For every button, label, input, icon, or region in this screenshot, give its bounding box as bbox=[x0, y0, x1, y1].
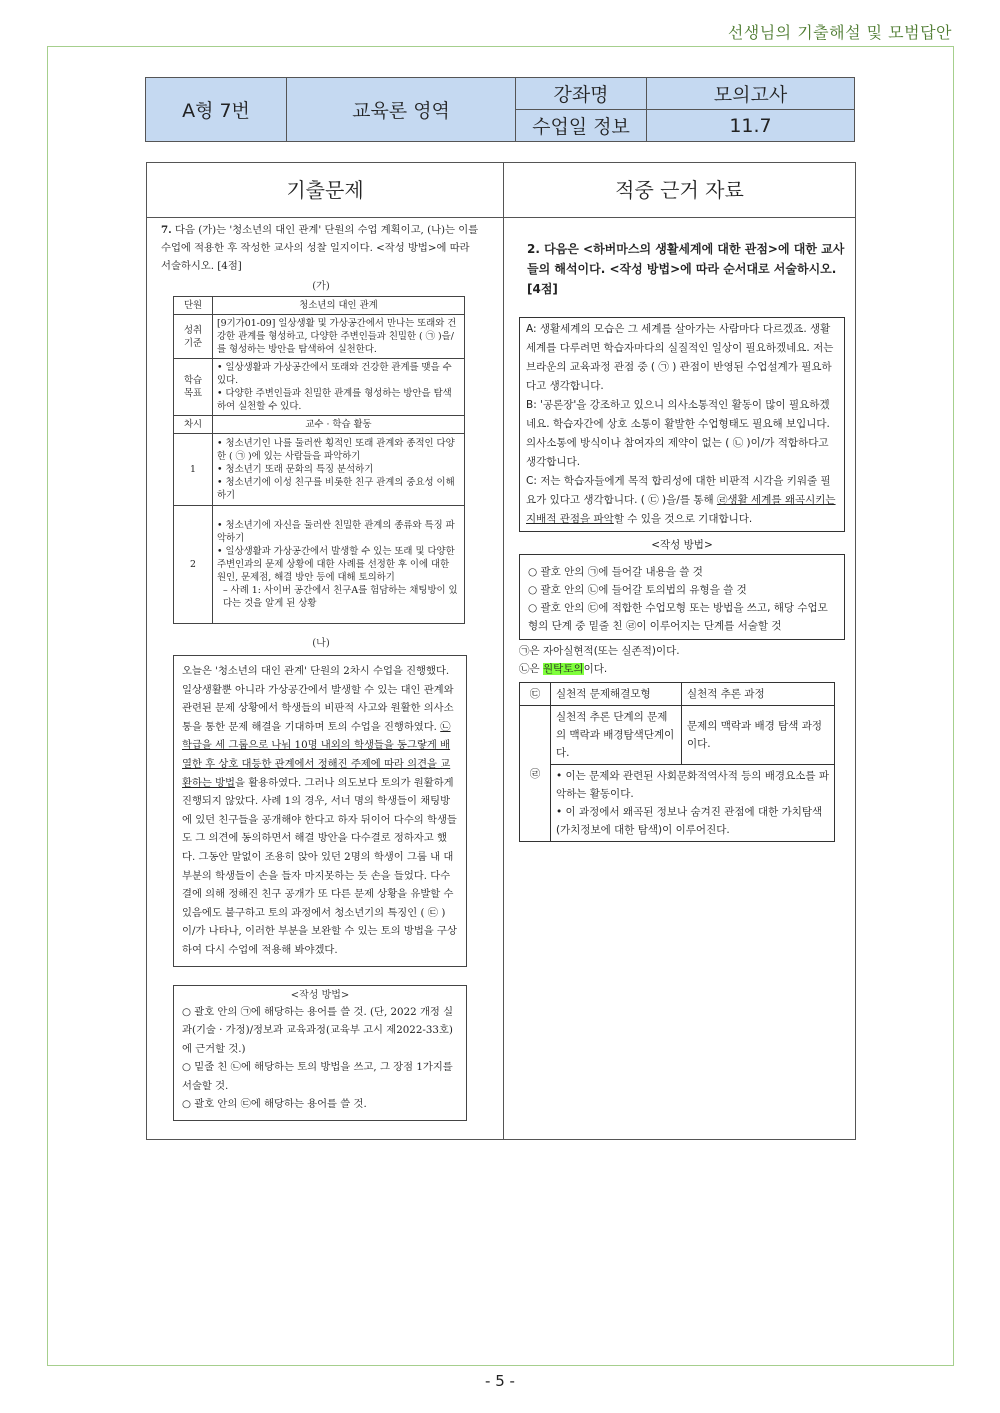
answer-bullet: • 이는 문제와 관련된 사회문화적역사적 등의 배경요소를 파악하는 활동이다. bbox=[556, 770, 829, 800]
label-na: (나) bbox=[312, 638, 330, 649]
info-table bbox=[145, 77, 855, 142]
lecture-label: 강좌명 bbox=[516, 78, 647, 110]
activity-item: • 일상생활과 가상공간에서 발생할 수 있는 또래 및 다양한 주변인과의 문제 상황에 대한 사례를 선정한 후 이에 대한 원인, 문제점, 해결 방안 등에 대해 토의하기 bbox=[217, 546, 455, 583]
method-item: ○ 괄호 안의 ㉡에 들어갈 토의법의 유형을 쓸 것 bbox=[528, 584, 747, 596]
exam-question bbox=[161, 221, 481, 1121]
reference-material bbox=[519, 239, 845, 842]
lesson-plan-table bbox=[173, 296, 465, 624]
reflection-journal bbox=[173, 655, 467, 967]
unit-label: 단원 bbox=[174, 297, 213, 315]
right-column-header: 적중 근거 자료 bbox=[504, 163, 855, 218]
answer-bullet: • 이 과정에서 왜곡된 정보나 숨겨진 관점에 대한 가치탐색(가치정보에 대한 탐색)이 이루어진다. bbox=[556, 806, 823, 836]
question-number: 7. bbox=[161, 224, 172, 236]
main-table bbox=[146, 162, 856, 1140]
activity-item: • 청소년기 또래 문화의 특징 분석하기 bbox=[217, 464, 374, 475]
label-ga: (가) bbox=[312, 281, 330, 292]
goal-item: • 일상생활과 가상공간에서 또래와 건강한 관계를 맺을 수 있다. bbox=[217, 362, 452, 386]
reflection-text-rest: 을 활용하였다. 그러나 의도보다 토의가 원활하게 진행되지 않았다. 사례 1의 경우, 서너 명의 학생들이 채팅방에 있던 친구들을 공개해야 한다고 하자 뒤이어 다수의 학생들도 그 의견에 동의하면서 해결 방안을 다수결로 정하자고 했다. 그동안 말없이 조용히 앉아 있던 2명의 학생이 그룹 내 대부분의 학생들이 손을 들자 마지못하는 듯 손을 들었다. 다수결에 의해 정해진 친구 공개가 또 다른 문제 상황을 유발할 수 있음에도 불구하고 토의 과정에서 청소년기의 특징인 ( ㉢ )이/가 나타나, 이러한 부분을 보완할 수 있는 토의 방법을 구상하여 다시 수업에 적용해 봐야겠다. bbox=[182, 776, 457, 956]
unit-value: 청소년의 대인 관계 bbox=[213, 297, 465, 315]
activity-item: • 청소년기인 나를 둘러싼 횡적인 또래 관계와 종적인 다양한 ( ㉠ )에 있는 사람들을 파악하기 bbox=[217, 438, 455, 462]
class-value: 11.7 bbox=[647, 110, 855, 142]
method-item: ○ 괄호 안의 ㉢에 적합한 수업모형 또는 방법을 쓰고, 해당 수업모형의 단계 중 밑줄 친 ㉣이 이루어지는 단계를 서술할 것 bbox=[528, 602, 828, 632]
answer-cell: 문제의 맥락과 배경 탐색 과정이다. bbox=[682, 706, 835, 765]
question-type: A형 7번 bbox=[146, 78, 287, 142]
page-number: - 5 - bbox=[485, 1372, 515, 1390]
teacher-b: B: '공론장'을 강조하고 있으니 의사소통적인 활동이 많이 필요하겠네요. 학습자간에 상호 소통이 활발한 수업형태도 필요해 보입니다. 의사소통에 방식이나 참여자의 제약이 없는 ( ㉡ )이/가 적합하다고 생각합니다. bbox=[526, 399, 830, 468]
teacher-c: C: 저는 학습자들에게 목적 합리성에 대한 비판적 시각을 키워줄 필요가 있다고 생각합니다. ( ㉢ )을/를 통해 ㉣생활 세계를 왜곡시키는 지배적 관점을 파악할 수 있을 것으로 기대합니다. bbox=[526, 475, 836, 525]
class-label: 수업일 정보 bbox=[516, 110, 647, 142]
activity-item: • 청소년기에 자신을 둘러싼 친밀한 관계의 종류와 특징 파악하기 bbox=[217, 520, 455, 544]
answer-2: ㉡은 원탁토의이다. bbox=[519, 663, 608, 675]
answer-1: ㉠은 자아실현적(또는 실존적)이다. bbox=[519, 645, 680, 657]
session-2: 2 bbox=[174, 506, 213, 624]
method-item: ○ 밑줄 친 ㉡에 해당하는 토의 방법을 쓰고, 그 장점 1가지를 서술할 것. bbox=[182, 1061, 453, 1092]
method-box-right bbox=[519, 554, 845, 640]
highlighted-answer: 원탁토의 bbox=[542, 663, 584, 675]
teacher-a: A: 생활세계의 모습은 그 세계를 살아가는 사람마다 다르겠죠. 생활세계를 다루려면 학습자마다의 실질적인 일상이 필요하겠네요. 저는 브라운의 교육과정 관점 중 ( ㉠ ) 관점이 반영된 수업설계가 필요하다고 생각합니다. bbox=[526, 323, 834, 392]
goal-label: 학습 목표 bbox=[174, 359, 213, 416]
method-box-left bbox=[173, 985, 467, 1121]
standard-value: [9기가01-09] 일상생활 및 가상공간에서 만나는 또래와 건강한 관계를 형성하고, 다양한 주변인들과 친밀한 ( ㉠ )을/를 형성하는 방안을 탐색하여 실천한다. bbox=[213, 315, 465, 359]
activity-item: • 청소년기에 이성 친구를 비롯한 친구 관계의 중요성 이해하기 bbox=[217, 477, 455, 501]
standard-label: 성취 기준 bbox=[174, 315, 213, 359]
column-divider bbox=[503, 163, 504, 1139]
teacher-interpretation-box bbox=[519, 317, 845, 532]
reflection-text: 오늘은 '청소년의 대인 관계' 단원의 2차시 수업을 진행했다. 일상생활뿐 아니라 가상공간에서 발생할 수 있는 대인 관계와 관련된 문제 상황에서 학생들의 비판적 사고와 원활한 의사소통을 통한 문제 해결을 기대하며 토의 수업을 진행하였다. bbox=[182, 665, 454, 733]
session-1: 1 bbox=[174, 434, 213, 506]
activity-item: – 사례 1: 사이버 공간에서 친구A를 험담하는 채팅방이 있다는 것을 알게 된 상황 bbox=[223, 585, 458, 609]
reference-question: 2. 다음은 <하버마스의 생활세계에 대한 관점>에 대한 교사들의 해석이다. <작성 방법>에 따라 순서대로 서술하시오. [4점] bbox=[527, 242, 845, 296]
reflection-underlined: ㉡ 학급을 세 그룹으로 나눠 10명 내외의 학생들을 동그랗게 배열한 후 상호 대등한 관계에서 정해진 주제에 따라 의견을 교환하는 방법 bbox=[182, 720, 451, 789]
area-label: 교육론 영역 bbox=[287, 78, 516, 142]
answer-cell: 실천적 추론 과정 bbox=[682, 683, 835, 706]
lecture-value: 모의고사 bbox=[647, 78, 855, 110]
activity-label: 교수 · 학습 활동 bbox=[213, 416, 465, 434]
method-title-right: <작성 방법> bbox=[651, 539, 713, 551]
row-label-d: ㉣ bbox=[520, 706, 551, 842]
row-label-c: ㉢ bbox=[520, 683, 551, 706]
answer-cell: 실천적 추론 단계의 문제의 맥락과 배경탐색단계이다. bbox=[551, 706, 682, 765]
answer-cell: 실천적 문제해결모형 bbox=[551, 683, 682, 706]
method-title-left: <작성 방법> bbox=[290, 989, 350, 1001]
method-item: ○ 괄호 안의 ㉠에 해당하는 용어를 쓸 것. (단, 2022 개정 실과(기술 · 가정)/정보과 교육과정(교육부 고시 제2022-33호)에 근거할 것.) bbox=[182, 1005, 454, 1055]
question-text: 다음 (가)는 '청소년의 대인 관계' 단원의 수업 계획이고, (나)는 이를 수업에 적용한 후 작성한 교사의 성찰 일지이다. <작성 방법>에 따라 서술하시오. [4점] bbox=[161, 224, 479, 272]
goal-item: • 다양한 주변인들과 친밀한 관계를 형성하는 방안을 탐색하여 실천할 수 있다. bbox=[217, 388, 452, 412]
method-item: ○ 괄호 안의 ㉠에 들어갈 내용을 쓸 것 bbox=[528, 566, 703, 578]
left-column-header: 기출문제 bbox=[147, 163, 503, 218]
session-label: 차시 bbox=[174, 416, 213, 434]
answer-table bbox=[519, 682, 835, 842]
teacher-c-underlined: ㉣생활 세계를 왜곡시키는 지배적 관점을 파악 bbox=[526, 494, 836, 525]
header-title: 선생님의 기출해설 및 모범답안 bbox=[727, 23, 952, 42]
method-item: ○ 괄호 안의 ㉢에 해당하는 용어를 쓸 것. bbox=[182, 1098, 367, 1110]
